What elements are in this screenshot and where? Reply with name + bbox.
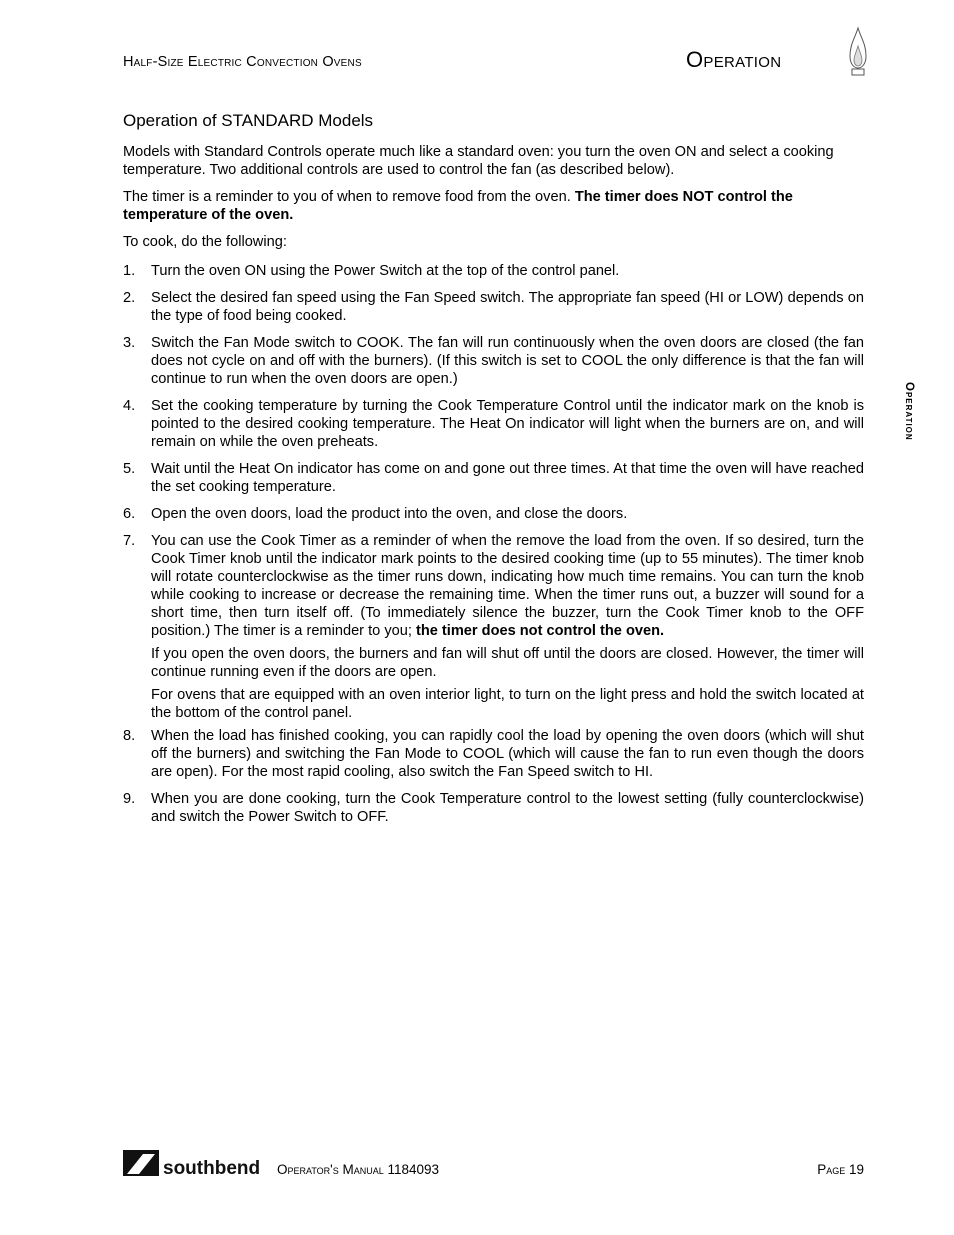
page-number: Page 19 xyxy=(817,1162,864,1177)
list-item xyxy=(123,727,864,781)
step-extra-paragraph: For ovens that are equipped with an oven interior light, to turn on the light press and hold the switch located at the bottom of the control panel. xyxy=(151,687,864,721)
timer-note-paragraph xyxy=(123,188,864,224)
step-number: 4. xyxy=(123,398,136,414)
step-text: Open the oven doors, load the product into the oven, and close the doors. xyxy=(151,506,628,522)
list-item xyxy=(123,289,864,325)
step-number: 8. xyxy=(123,728,136,744)
list-item xyxy=(123,532,864,722)
page-content xyxy=(123,110,864,835)
list-item xyxy=(123,334,864,388)
step-text-plain: You can use the Cook Timer as a reminder of when the remove the load from the oven. If so desired, turn the Cook Timer knob until the indicator mark points to the desired cooking time (up to 55 minutes). The timer knob will rotate counterclockwise as the timer runs down, indicating how much time remains. You can turn the knob while cooking to increase or decrease the remaining time. When the timer runs out, a buzzer will sound for a short time, then turn itself off. (To immediately silence the buzzer, turn the Cook Timer knob to the OFF position.) The timer is a reminder to you; xyxy=(151,533,864,639)
step-text xyxy=(151,532,864,640)
side-tab-operation: Operation xyxy=(903,382,915,441)
step-text: Select the desired fan speed using the Fan Speed switch. The appropriate fan speed (HI or LOW) depends on the type of food being cooked. xyxy=(151,290,864,324)
step-number: 9. xyxy=(123,791,136,807)
step-text: When the load has finished cooking, you can rapidly cool the load by opening the oven doors (which will shut off the burners) and switching the Fan Mode to COOL (which will cause the fan to run even though the doors are open). For the most rapid cooling, also switch the Fan Speed switch to HI. xyxy=(151,728,864,780)
step-text-bold: the timer does not control the oven. xyxy=(415,623,665,639)
list-item xyxy=(123,460,864,496)
intro-paragraph: Models with Standard Controls operate much like a standard oven: you turn the oven ON and select a cooking temperature. Two additional controls are used to control the fan (as described below). xyxy=(123,144,834,178)
step-extra-paragraph: If you open the oven doors, the burners and fan will shut off until the doors are closed. However, the timer will continue running even if the doors are open. xyxy=(151,646,864,680)
timer-note-bold: The timer does NOT control the temperature of the oven. xyxy=(123,189,793,223)
timer-note-text: The timer is a reminder to you of when to remove food from the oven. xyxy=(123,189,575,205)
step-text: When you are done cooking, turn the Cook Temperature control to the lowest setting (fully counterclockwise) and switch the Power Switch to OFF. xyxy=(151,791,864,825)
step-number: 5. xyxy=(123,461,136,477)
step-number: 2. xyxy=(123,290,136,306)
chapter-title: Operation xyxy=(686,47,782,72)
list-item xyxy=(123,790,864,826)
logo-wordmark: southbend xyxy=(163,1158,261,1178)
step-number: 7. xyxy=(123,533,136,549)
list-item xyxy=(123,262,864,280)
running-header-title: Half-Size Electric Convection Ovens xyxy=(123,54,362,70)
lead-in-paragraph: To cook, do the following: xyxy=(123,234,287,250)
flame-icon xyxy=(846,26,870,78)
step-text: Wait until the Heat On indicator has come on and gone out three times. At that time the oven will have reached the set cooking temperature. xyxy=(151,461,864,495)
list-item xyxy=(123,397,864,451)
step-number: 6. xyxy=(123,506,136,522)
section-title: Operation of STANDARD Models xyxy=(123,111,374,130)
list-item xyxy=(123,505,864,523)
steps-list xyxy=(123,262,864,826)
step-number: 1. xyxy=(123,263,136,279)
step-text: Turn the oven ON using the Power Switch at the top of the control panel. xyxy=(151,263,620,279)
footer-manual-number: Operator's Manual 1184093 xyxy=(277,1162,440,1177)
step-text: Switch the Fan Mode switch to COOK. The fan will run continuously when the oven doors are closed (the fan does not cycle on and off with the burners). (If this switch is set to COOL the only difference is that the fan will continue to run when the oven doors are open.) xyxy=(151,335,864,387)
step-number: 3. xyxy=(123,335,136,351)
southbend-logo xyxy=(123,1150,263,1178)
step-text: Set the cooking temperature by turning the Cook Temperature Control until the indicator mark on the knob is pointed to the desired cooking temperature. The Heat On indicator will light when the burners are on, and will remain on while the oven preheats. xyxy=(151,398,864,450)
